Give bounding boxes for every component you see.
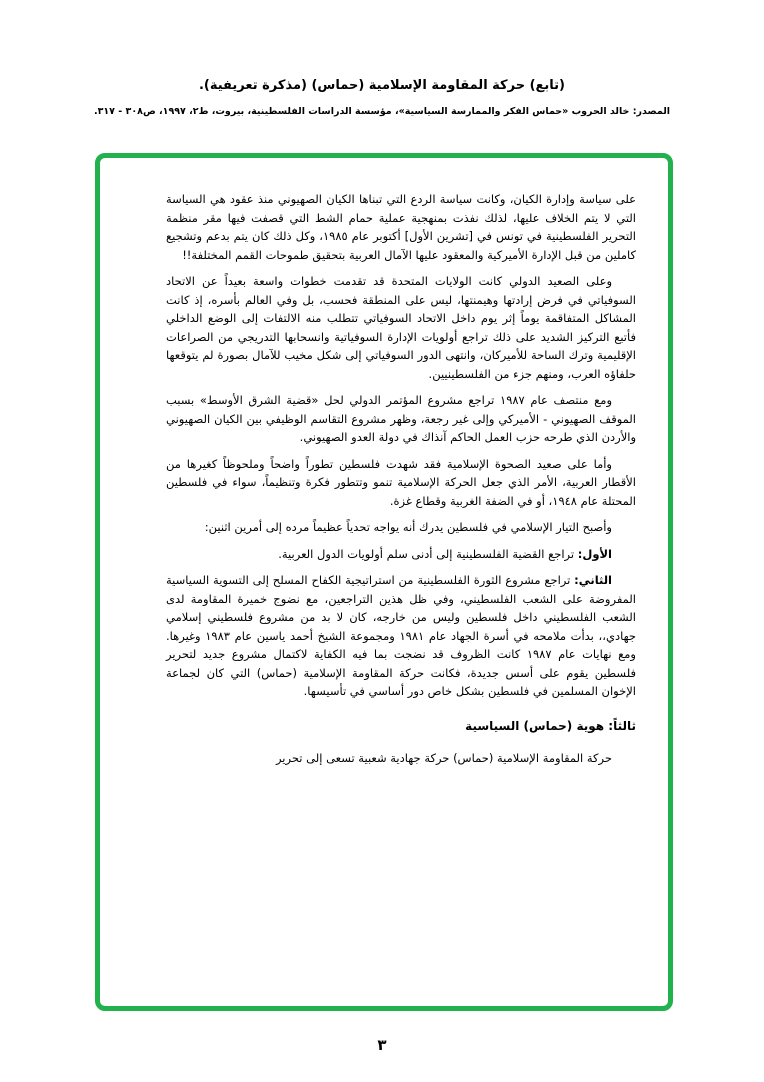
closing-paragraph: حركة المقاومة الإسلامية (حماس) حركة جهادية شعبية تسعى إلى تحرير [275,751,612,765]
paragraph-3 [166,391,636,447]
list-item-second [166,571,636,701]
paragraph-1-text: على سياسة وإدارة الكيان، وكانت سياسة الردع التي تبناها الكيان الصهيوني منذ عقود هي السياسة التي لا يتم الخلاف عليها، لذلك نفذت بمنهجية عملية حمام الشط التي قصفت فيها مقر منظمة التحرير الفلسطينية في تونس في [تشرين الأول] أكتوبر عام ١٩٨٥، وكل ذلك كان يتم بدعم وتشجيع كاملين من قبل الإدارة الأميركية والمعقود عليها الآمال العربية بتحقيق طموحات القمم المختلفة!! [166,192,636,262]
paragraph-4-text: وأما على صعيد الصحوة الإسلامية فقد شهدت فلسطين تطوراً واضحاً وملحوظاً كغيرها من الأقطار العربية، الأمر الذي جعل الحركة الإسلامية تنمو وتتطور فكرة وتنظيماً، سواء في فلسطين المحتلة عام ١٩٤٨، أو في الضفة الغربية وقطاع غزة. [166,456,636,508]
paragraph-5 [166,518,636,537]
page-number: ٣ [377,1036,387,1054]
paragraph-4 [166,455,636,511]
paragraph-2-text: وعلى الصعيد الدولي كانت الولايات المتحدة قد تقدمت خطوات واسعة بعيداً عن الاتحاد السوفياتي في فرض إرادتها وهيمنتها، ليس على المنطقة فحسب، بل وفي العالم بأسره، إذ كانت المشاكل المتفاقمة يوماً إثر يوم داخل الاتحاد السوفياتي تتطلب منه الالتفات إلى الوضع الداخلي فأتبع التركيز الشديد على ذلك تراجع أولويات الإدارة السوفياتية وانسحابها التدريجي من الصراعات الإقليمية وترك الساحة للأميركان، وانتهى الدور السوفياتي إلى شكل مخيب للآمال بصورة لم يتوقعها حلفاؤه العرب، ومنهم جزء من الفلسطينيين. [166,274,636,381]
list-item-first [166,545,636,564]
paragraph-3-text: ومع منتصف عام ١٩٨٧ تراجع مشروع المؤتمر الدولي لحل «قضية الشرق الأوسط» بسبب الموقف الصهيوني - الأميركي وإلى غير رجعة، وظهر مشروع التقاسم الوظيفي بين الكيان الصهيوني والأردن الذي طرحه حزب العمل الحاكم آنذاك في دولة العدو الصهيوني. [166,393,636,444]
green-content-frame [95,153,673,1011]
paragraph-5-text: وأصبح التيار الإسلامي في فلسطين يدرك أنه يواجه تحدياً عظيماً مرده إلى أمرين اثنين: [204,520,612,534]
section-heading: ثالثاً: هوية (حماس) السياسية [465,718,636,733]
document-body [100,158,668,1006]
list-item-second-text: تراجع مشروع الثورة الفلسطينية من استراتيجية الكفاح المسلح إلى التسوية السياسية المفروضة على الشعب الفلسطيني، وفي ظل هذين التراجعين، مع نضوج خميرة المقاومة لدى الشعب الفلسطيني داخل فلسطين وليس من خارجه، كان لا بد من مشروع فلسطيني إسلامي جهادي،، بدأت ملامحه في أسرة الجهاد عام ١٩٨١ ومجموعة الشيخ أحمد ياسين عام ١٩٨٣ وغيرها. ومع نهايات عام ١٩٨٧ كانت الظروف قد نضجت بما فيه الكفاية لاكتمال مشروع جديد لتحرير فلسطين يقوم على أسس جديدة، فكانت حركة المقاومة الإسلامية (حماس) التي كان لجماعة الإخوان المسلمين في فلسطين بشكل خاص دور أساسي في تأسيسها. [166,573,636,698]
list-item-first-text: تراجع القضية الفلسطينية إلى أدنى سلم أولويات الدول العربية. [278,546,578,561]
paragraph-1 [166,190,636,264]
paragraph-2 [166,272,636,383]
document-source-line: المصدر: خالد الحروب «حماس الفكر والممارسة السياسية»، مؤسسة الدراسات الفلسطينية، بيروت، ط٢، ١٩٩٧، ص٣٠٨ - ٣١٧. [93,106,671,117]
document-title: (تابع) حركة المقاومة الإسلامية (حماس) (مذكرة تعريفية). [198,78,566,93]
list-item-second-lead: الثاني: [574,573,612,587]
list-item-first-lead: الأول: [577,546,612,561]
